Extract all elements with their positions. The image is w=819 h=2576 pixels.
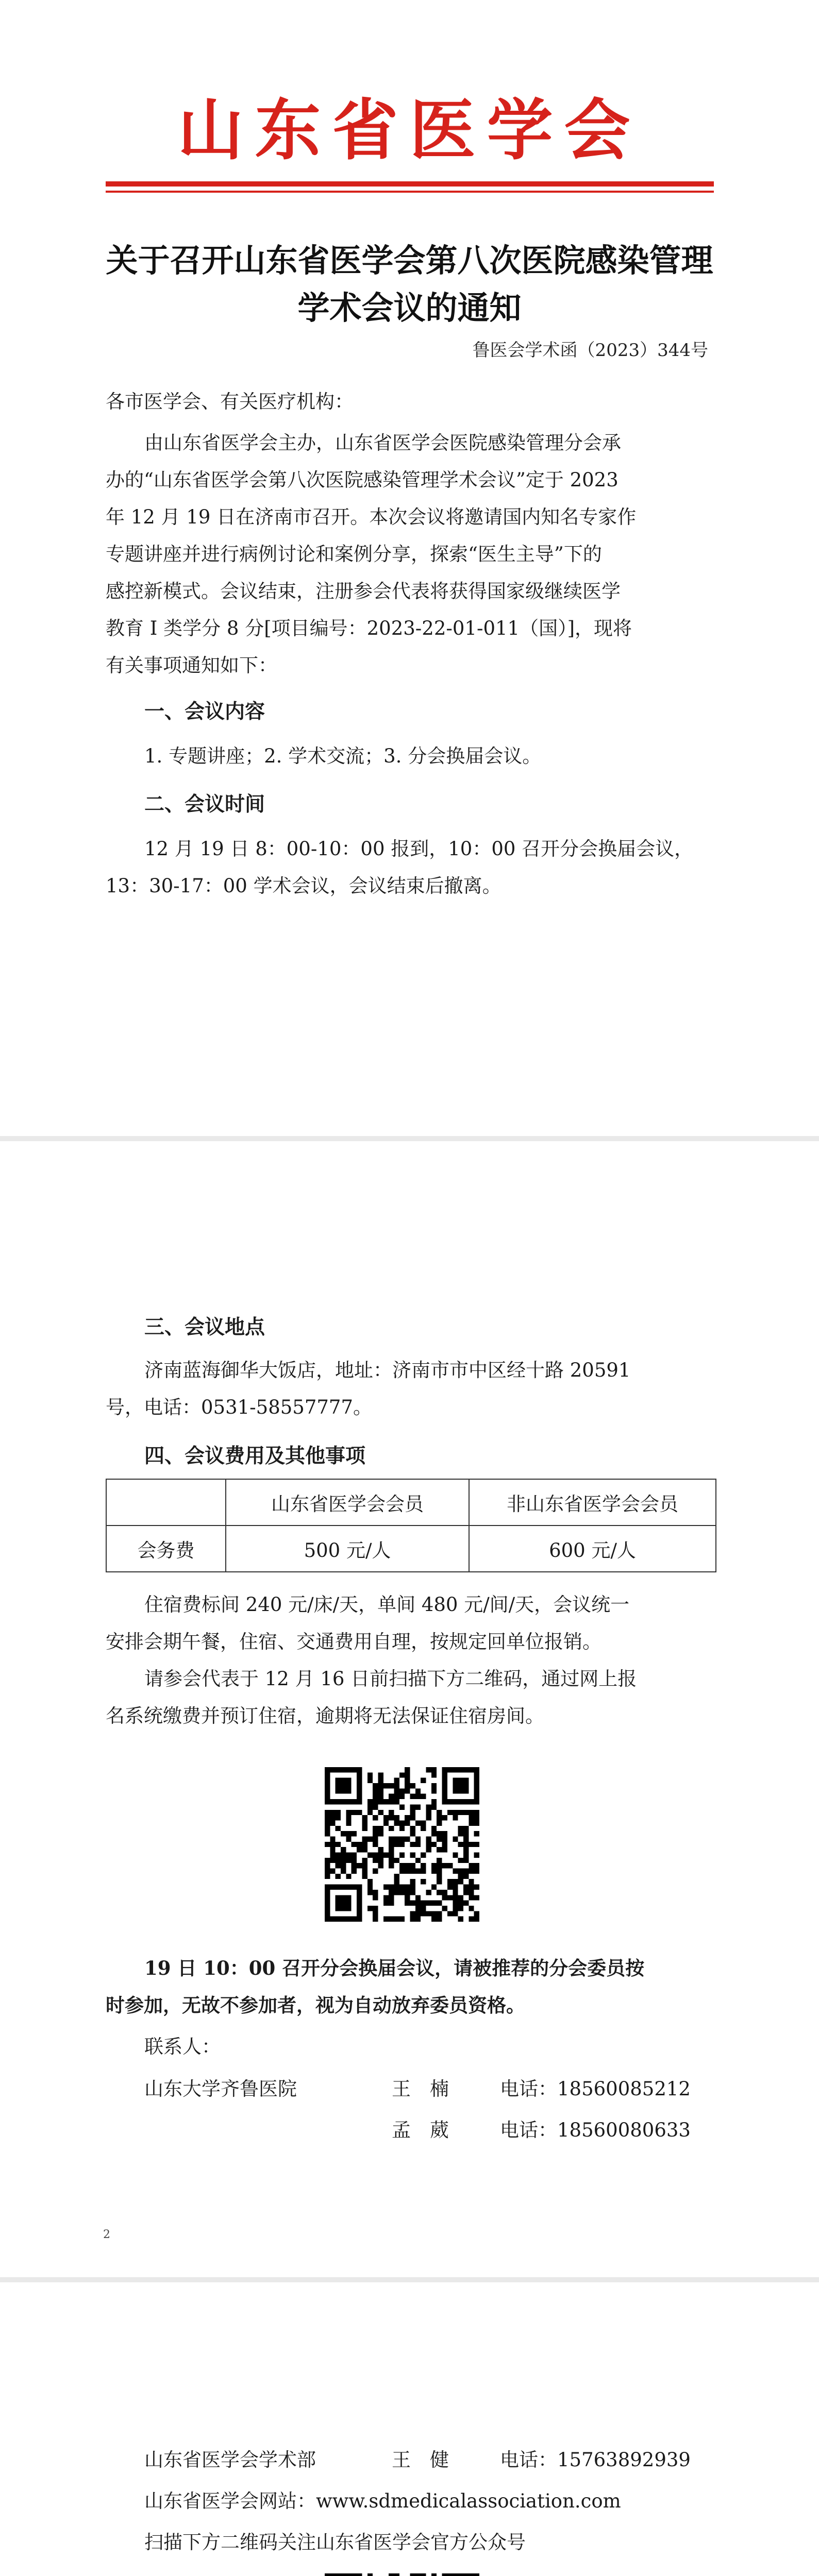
table-cell: 600 元/人 bbox=[469, 1526, 716, 1572]
intro-line: 专题讲座并进行病例讨论和案例分享，探索“医生主导”下的 bbox=[106, 543, 602, 565]
intro-line: 感控新模式。会议结束，注册参会代表将获得国家级继续医学 bbox=[106, 580, 621, 602]
time-line: 13：30-17：00 学术会议，会议结束后撤离。 bbox=[106, 875, 502, 897]
title-line-1: 关于召开山东省医学会第八次医院感染管理 bbox=[106, 242, 713, 279]
notice-line: 19 日 10：00 召开分会换届会议，请被推荐的分会委员按 bbox=[144, 1957, 645, 1979]
contact-phone: 电话：18560085212 bbox=[500, 2078, 691, 2100]
website-line[interactable]: 山东省医学会网站：www.sdmedicalassociation.com bbox=[144, 2490, 621, 2512]
page-3 bbox=[0, 2282, 819, 2576]
time-line: 12 月 19 日 8：00-10：00 报到，10：00 召开分会换届会议， bbox=[144, 838, 694, 860]
page-1 bbox=[0, 0, 819, 1136]
contact-phone: 电话：15763892939 bbox=[500, 2449, 691, 2471]
contact-org: 山东省医学会学术部 bbox=[144, 2449, 316, 2471]
intro-line: 由山东省医学会主办，山东省医学会医院感染管理分会承 bbox=[144, 432, 621, 454]
section-heading-time: 二、会议时间 bbox=[144, 793, 265, 816]
wechat-qr-code bbox=[325, 2573, 479, 2576]
table-row bbox=[106, 1479, 716, 1526]
qr-caption: 扫描下方二维码关注山东省医学会官方公众号 bbox=[144, 2531, 526, 2553]
section-content-text: 1. 专题讲座；2. 学术交流；3. 分会换届会议。 bbox=[144, 745, 542, 767]
registration-qr-code bbox=[325, 1767, 479, 1922]
table-row bbox=[106, 1526, 716, 1572]
table-header-cell: 山东省医学会会员 bbox=[226, 1479, 469, 1526]
intro-line: 办的“山东省医学会第八次医院感染管理学术会议”定于 2023 bbox=[106, 469, 619, 491]
document-number: 鲁医会学术函（2023）344号 bbox=[472, 340, 708, 361]
page-2 bbox=[0, 1141, 819, 2277]
table-header-cell: 非山东省医学会会员 bbox=[469, 1479, 716, 1526]
fee-line: 请参会代表于 12 月 16 日前扫描下方二维码，通过网上报 bbox=[144, 1668, 637, 1690]
table-cell: 500 元/人 bbox=[226, 1526, 469, 1572]
section-heading-fees: 四、会议费用及其他事项 bbox=[144, 1445, 366, 1468]
title-line-2: 学术会议的通知 bbox=[297, 289, 522, 327]
venue-line: 济南蓝海御华大饭店，地址：济南市市中区经十路 20591 bbox=[144, 1359, 631, 1381]
contact-phone: 电话：18560080633 bbox=[500, 2119, 691, 2141]
contact-name: 孟 葳 bbox=[392, 2119, 449, 2141]
fee-line: 名系统缴费并预订住宿，逾期将无法保证住宿房间。 bbox=[106, 1705, 544, 1727]
intro-line: 有关事项通知如下： bbox=[106, 654, 277, 676]
letterhead-rule-thin bbox=[106, 191, 714, 193]
fee-line: 安排会期午餐，住宿、交通费用自理，按规定回单位报销。 bbox=[106, 1631, 601, 1653]
section-heading-venue: 三、会议地点 bbox=[144, 1316, 265, 1339]
letterhead-rule-thick bbox=[106, 181, 714, 187]
venue-line: 号，电话：0531-58557777。 bbox=[106, 1396, 372, 1418]
intro-line: 教育 I 类学分 8 分[项目编号：2023-22-01-011（国）]，现将 bbox=[106, 617, 632, 639]
letterhead: 山东省医学会 bbox=[177, 92, 642, 169]
contact-name: 王 健 bbox=[392, 2449, 449, 2471]
contact-name: 王 楠 bbox=[392, 2078, 449, 2100]
notice-line: 时参加，无故不参加者，视为自动放弃委员资格。 bbox=[106, 1994, 525, 2016]
fee-line: 住宿费标间 240 元/床/天，单间 480 元/间/天，会议统一 bbox=[144, 1594, 630, 1616]
salutation: 各市医学会、有关医疗机构： bbox=[106, 391, 354, 413]
section-heading-content: 一、会议内容 bbox=[144, 700, 265, 723]
table-cell: 会务费 bbox=[106, 1526, 226, 1572]
fee-table bbox=[106, 1479, 716, 1572]
contacts-label: 联系人： bbox=[144, 2036, 221, 2058]
intro-line: 年 12 月 19 日在济南市召开。本次会议将邀请国内知名专家作 bbox=[106, 506, 637, 528]
table-header-cell bbox=[106, 1479, 226, 1526]
page-number: 2 bbox=[103, 2228, 110, 2241]
contact-org: 山东大学齐鲁医院 bbox=[144, 2078, 297, 2100]
